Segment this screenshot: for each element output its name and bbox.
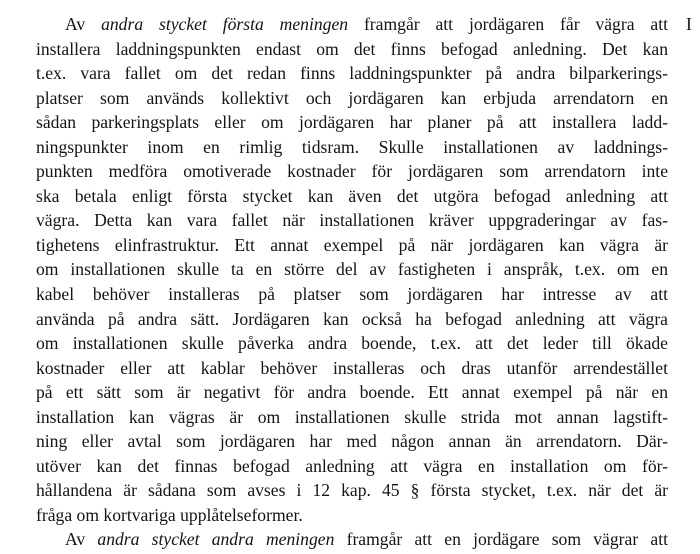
next-paragraph-rest: framgår att en jordägare som vägrar att bbox=[334, 529, 668, 550]
text-line: hållandena är sådana som avses i 12 kap. 45 § första stycket, t.ex. när det är bbox=[36, 480, 668, 501]
text-line: om installationen skulle ta en större del av fastigheten i anspråk, t.ex. om en bbox=[36, 259, 668, 280]
paragraph-last-line: fråga om kortvariga upplåtelseformer. bbox=[36, 504, 303, 525]
text-line: installation kan vägras är om installationen skulle strida mot annan lagstift- bbox=[36, 406, 668, 427]
text-line: utöver kan det finnas befogad anledning att vägra en installation om för- bbox=[36, 455, 668, 476]
next-paragraph-first-line bbox=[36, 527, 668, 552]
italic-reference: andra stycket första meningen bbox=[101, 14, 349, 34]
margin-edge-glyph: I bbox=[686, 14, 692, 34]
next-italic-reference: andra stycket andra meningen bbox=[97, 529, 335, 550]
text-line: på ett sätt som är negativt för andra boende. Ett annat exempel på när en bbox=[36, 382, 668, 403]
text-line: t.ex. vara fallet om det redan finns laddningspunkter på andra bilparkerings- bbox=[36, 63, 668, 84]
body-text-column bbox=[36, 12, 668, 552]
text-line: tighetens elinfrastruktur. Ett annat exempel på när jordägaren kan vägra är bbox=[36, 234, 668, 255]
text-line: kostnader eller att kablar behöver installeras och dras utanför arrendestället bbox=[36, 357, 668, 378]
next-paragraph-lead: Av bbox=[65, 529, 98, 550]
paragraph-lead: Av bbox=[65, 14, 102, 34]
paragraph-first-line-rest: framgår att jordägaren får vägra att bbox=[348, 14, 668, 34]
text-line: kabel behöver installeras på platser som jordägaren har intresse av att bbox=[36, 284, 668, 305]
paragraph-first-line bbox=[36, 12, 668, 37]
text-line: ningspunkter inom en rimlig tidsram. Skulle installationen av laddnings- bbox=[36, 136, 668, 157]
text-line: punkten medföra omotiverade kostnader för jordägaren som arrendatorn inte bbox=[36, 161, 668, 182]
text-line: ning eller avtal som jordägaren har med någon annan än arrendatorn. Där- bbox=[36, 431, 668, 452]
text-line: använda på andra sätt. Jordägaren kan också ha befogad anledning att vägra bbox=[36, 308, 668, 329]
text-line: vägra. Detta kan vara fallet när installationen kräver uppgraderingar av fas- bbox=[36, 210, 668, 231]
text-line: sådan parkeringsplats eller om jordägaren har planer på att installera ladd- bbox=[36, 112, 668, 133]
text-line: installera laddningspunkten endast om det finns befogad anledning. Det kan bbox=[36, 38, 668, 59]
text-line: om installationen skulle påverka andra boende, t.ex. att det leder till ökade bbox=[36, 333, 668, 354]
text-line: ska betala enligt första stycket kan även det utgöra befogad anledning att bbox=[36, 185, 668, 206]
text-line: platser som används kollektivt och jordägaren kan erbjuda arrendatorn en bbox=[36, 87, 668, 108]
